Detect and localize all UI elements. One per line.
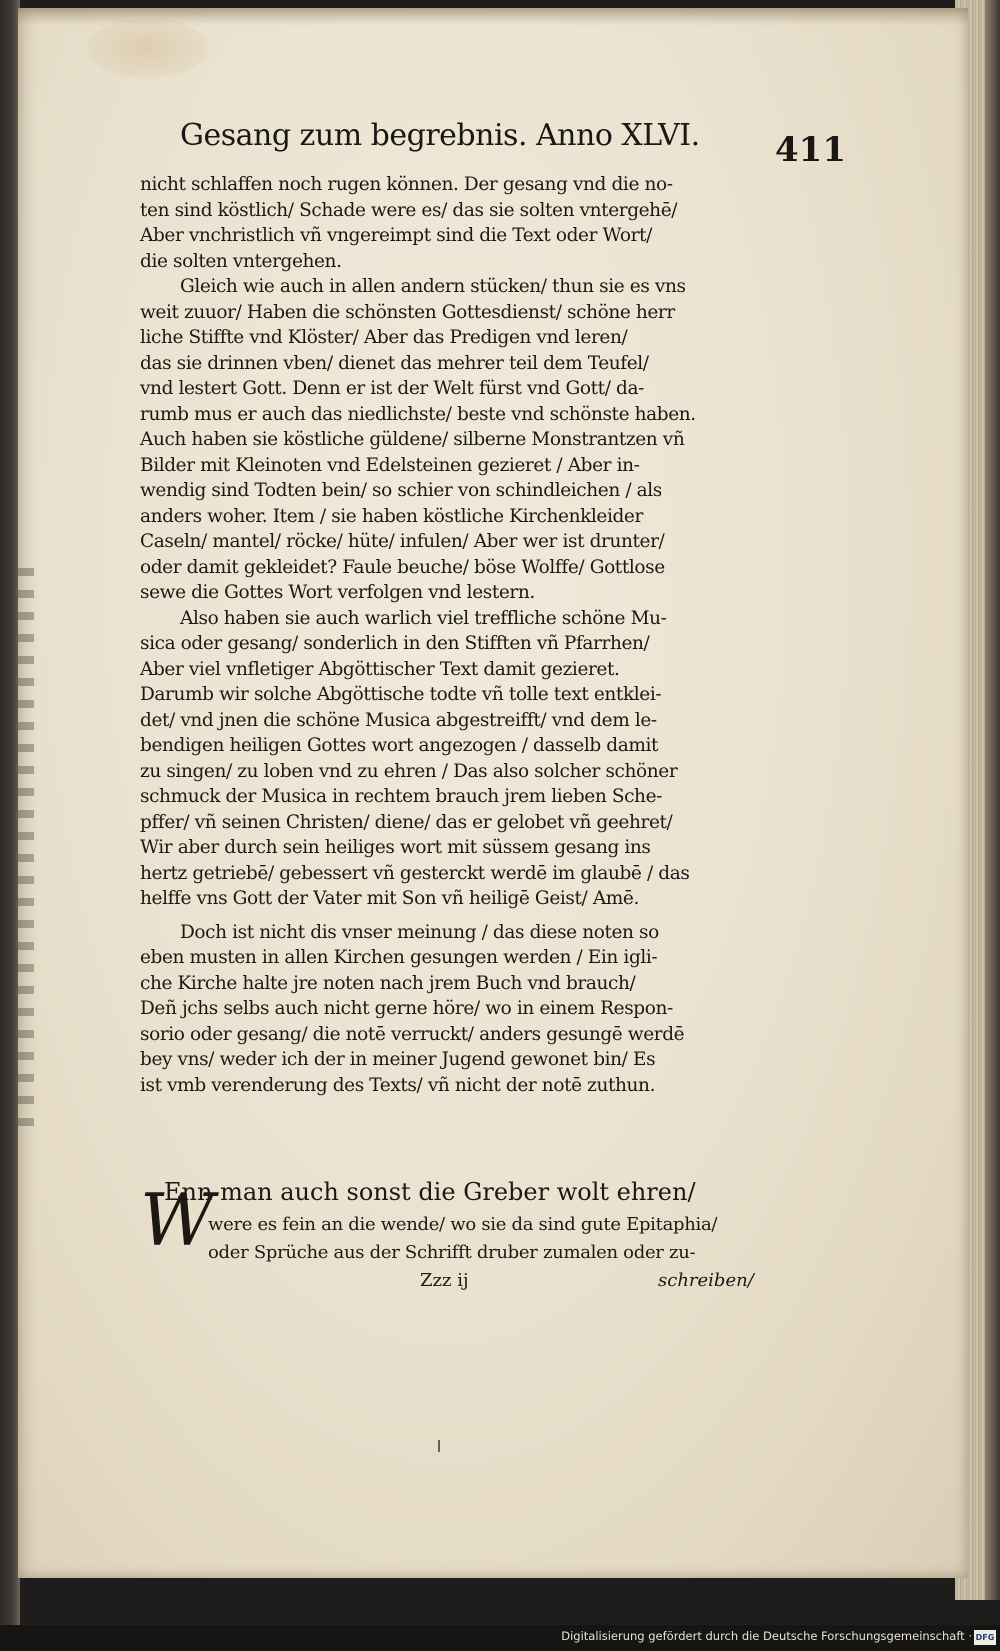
signature-mark: Zzz ij <box>420 1270 469 1291</box>
text-line: eben musten in allen Kirchen gesungen werden / Ein igli- <box>140 947 658 968</box>
text-line: hertz getriebē/ gebessert vñ gesterckt werdē im glaubē / das <box>140 862 690 884</box>
text-line: anders woher. Item / sie haben köstliche Kirchenkleider <box>140 505 643 527</box>
text-line: die solten vntergehen. <box>140 250 342 272</box>
paper-stain <box>88 18 208 78</box>
text-line: sica oder gesang/ sonderlich in den Stifften vñ Pfarrhen/ <box>140 633 650 654</box>
initial-letter: W <box>140 1178 215 1262</box>
funding-credit: Digitalisierung gefördert durch die Deutsche Forschungsgemeinschaft · <box>561 1629 972 1643</box>
text-line: ist vmb verenderung des Texts/ vñ nicht der notē zuthun. <box>140 1074 656 1096</box>
paragraph-gap <box>140 912 760 920</box>
closing-line-3: oder Sprüche aus der Schrifft druber zumalen oder zu- <box>208 1242 696 1263</box>
text-line: Wir aber durch sein heiliges wort mit süssem gesang ins <box>140 837 651 858</box>
folio-number: 411 <box>775 130 846 170</box>
text-line: Bilder mit Kleinoten vnd Edelsteinen gezieret / Aber in- <box>140 454 640 476</box>
text-line: das sie drinnen vben/ dienet das mehrer teil dem Teufel/ <box>140 352 649 374</box>
text-line: oder damit gekleidet? Faule beuche/ böse Wolffe/ Gottlose <box>140 556 665 578</box>
page-edges-shadow <box>985 0 1000 1600</box>
text-line: Darumb wir solche Abgöttische todte vñ tolle text entklei- <box>140 684 662 705</box>
text-line: bey vns/ weder ich der in meiner Jugend gewonet bin/ Es <box>140 1049 656 1070</box>
closing-line-1: Enn man auch sonst die Greber wolt ehren/ <box>164 1178 696 1206</box>
text-line: che Kirche halte jre noten nach jrem Buch vnd brauch/ <box>140 972 636 994</box>
text-line: schmuck der Musica in rechtem brauch jrem lieben Sche- <box>140 786 662 807</box>
text-line: det/ vnd jnen die schöne Musica abgestreifft/ vnd dem le- <box>140 709 657 731</box>
text-line: Also haben sie auch warlich viel treffliche schöne Mu- <box>180 607 667 629</box>
text-line: nicht schlaffen noch rugen können. Der gesang vnd die no- <box>140 174 673 195</box>
text-line: Caseln/ mantel/ röcke/ hüte/ infulen/ Aber wer ist drunter/ <box>140 531 665 552</box>
text-line: bendigen heiligen Gottes wort angezogen / dasselb damit <box>140 735 659 756</box>
text-line: sorio oder gesang/ die notē verruckt/ anders gesungē werdē <box>140 1023 685 1045</box>
running-head: Gesang zum begrebnis. Anno XLVI. <box>180 118 700 153</box>
text-line: Aber viel vnfletiger Abgöttischer Text damit gezieret. <box>140 658 620 680</box>
text-line: wendig sind Todten bein/ so schier von schindleichen / als <box>140 480 662 501</box>
text-line: weit zuuor/ Haben die schönsten Gottesdienst/ schöne herr <box>140 301 675 323</box>
text-line: rumb mus er auch das niedlichste/ beste vnd schönste haben. <box>140 403 696 425</box>
text-line: Deñ jchs selbs auch nicht gerne höre/ wo in einem Respon- <box>140 998 673 1019</box>
book-gutter-left <box>0 0 20 1625</box>
text-line: liche Stiffte vnd Klöster/ Aber das Predigen vnd leren/ <box>140 327 628 348</box>
dfg-logo: DFG <box>974 1630 996 1645</box>
bleed-through-marks <box>18 568 34 1128</box>
text-line: sewe die Gottes Wort verfolgen vnd lestern. <box>140 582 535 603</box>
page-mark <box>438 1440 440 1452</box>
text-line: Auch haben sie köstliche güldene/ silberne Monstrantzen vñ <box>140 429 685 450</box>
text-line: Gleich wie auch in allen andern stücken/ thun sie es vns <box>180 276 686 297</box>
text-line: zu singen/ zu loben vnd zu ehren / Das also solcher schöner <box>140 760 678 782</box>
text-line: helffe vns Gott der Vater mit Son vñ heiligē Geist/ Amē. <box>140 888 639 909</box>
main-text-block <box>140 172 760 1098</box>
text-line: pffer/ vñ seinen Christen/ diene/ das er gelobet vñ geehret/ <box>140 811 673 833</box>
text-line: vnd lestert Gott. Denn er ist der Welt fürst vnd Gott/ da- <box>140 378 644 399</box>
text-line: Aber vnchristlich vñ vngereimpt sind die Text oder Wort/ <box>140 225 652 246</box>
text-line: Doch ist nicht dis vnser meinung / das diese noten so <box>180 921 659 943</box>
closing-line-2: were es fein an die wende/ wo sie da sind gute Epitaphia/ <box>208 1214 718 1235</box>
text-line: ten sind köstlich/ Schade were es/ das sie solten vntergehē/ <box>140 199 678 221</box>
catchword: schreiben/ <box>658 1270 754 1291</box>
